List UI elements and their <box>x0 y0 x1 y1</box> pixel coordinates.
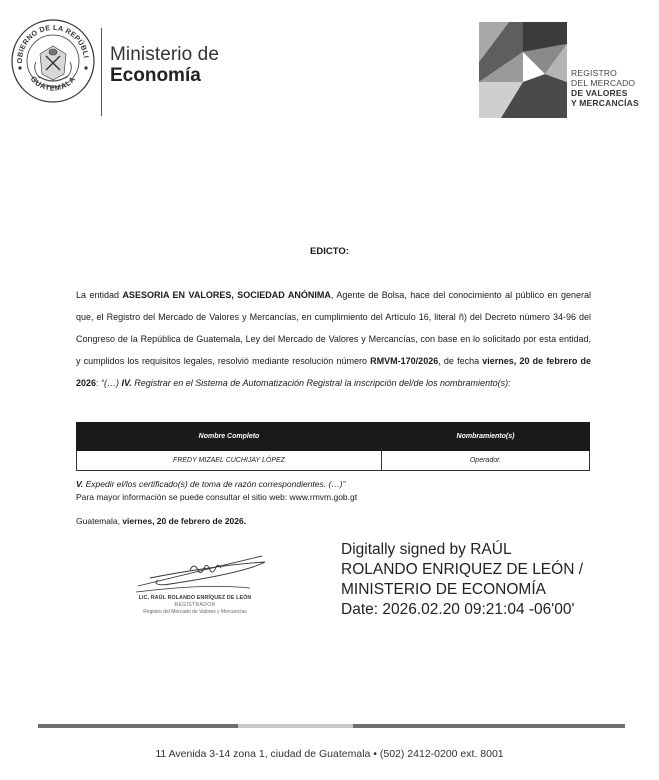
ministry-line2: Economía <box>110 65 201 86</box>
table-header-row <box>77 423 590 451</box>
p1-text-a: La entidad <box>76 290 123 300</box>
digital-signature-line2: ROLANDO ENRIQUEZ DE LEÓN / <box>341 561 584 578</box>
footer-divider <box>38 724 625 728</box>
ministry-name <box>110 44 219 87</box>
expedir-line <box>76 479 345 489</box>
registry-line2: DEL MERCADO <box>571 78 636 88</box>
cell-appointment: Operador. <box>382 451 590 471</box>
quote-text: Registrar en el Sistema de Automatización Registral la inscripción del/de los nombramiento(s): <box>131 378 511 388</box>
p1-text-d: : <box>96 378 102 388</box>
footer-address: 11 Avenida 3-14 zona 1, ciudad de Guatemala • (502) 2412-0200 ext. 8001 <box>155 748 504 760</box>
resolution-date: viernes, 20 de febrero de 2026 <box>76 356 591 388</box>
column-header-appointment: Nombramiento(s) <box>382 423 590 451</box>
quote-open: “(…) <box>101 378 122 388</box>
signatory-role: REGISTRADOR <box>174 602 216 608</box>
handwritten-signature <box>130 548 270 598</box>
info-line: Para mayor información se puede consultar el sitio web: www.rmvm.gob.gt <box>76 492 358 502</box>
registry-line4: Y MERCANCÍAS <box>571 98 639 108</box>
digital-signature-block <box>341 540 583 620</box>
guatemala-seal-logo <box>10 18 96 104</box>
date-bold: viernes, 20 de febrero de 2026. <box>122 516 247 526</box>
appointments-table <box>76 422 590 471</box>
quote-iv: IV. <box>121 378 132 388</box>
column-header-name: Nombre Completo <box>77 423 382 451</box>
rmvm-logo <box>479 22 567 118</box>
ministry-line1: Ministerio de <box>110 44 220 65</box>
edicto-title: EDICTO: <box>310 246 349 257</box>
seal-text-bottom: GUATEMALA <box>28 74 78 93</box>
signatory-name: LIC. RAÚL ROLANDO ENRÍQUEZ DE LEÓN <box>138 595 252 601</box>
header-divider <box>101 28 102 116</box>
entity-name: ASESORIA EN VALORES, SOCIEDAD ANÓNIMA <box>122 290 331 300</box>
digital-signature-line3: MINISTERIO DE ECONOMÍA <box>341 581 546 598</box>
date-prefix: Guatemala, <box>76 516 123 526</box>
v-text: Expedir el/los certificado(s) de toma de razón correspondientes. (…)” <box>83 479 346 489</box>
edicto-paragraph <box>76 284 591 394</box>
signatory-organization: Registro del Mercado de Valores y Mercancías <box>143 609 247 615</box>
closing-date <box>76 516 246 526</box>
seal-text-top: OBIERNO DE LA REPÚBLI <box>14 22 91 64</box>
registry-line1: REGISTRO <box>571 68 617 78</box>
digital-signature-date: Date: 2026.02.20 09:21:04 -06'00' <box>341 601 575 618</box>
table-row <box>77 451 590 471</box>
cell-full-name: FREDY MIZAEL CUCHIJAY LÓPEZ <box>77 451 382 471</box>
registry-name <box>571 68 639 108</box>
registry-line3: DE VALORES <box>571 88 628 98</box>
v-label: V. <box>76 479 84 489</box>
footer-divider-highlight <box>238 724 353 728</box>
p1-text-c: , de fecha <box>438 356 483 366</box>
digital-signature-line1: Digitally signed by RAÚL <box>341 541 512 558</box>
p1-text-b: , Agente de Bolsa, hace del conocimiento al público en general que, el Registro del Mercado de Valores y Mercancías, en cumplimiento del Artículo 16, literal ñ) del Decreto número 34-96 del Congreso de la República de Guatemala, Ley del Mercado de Valores y Mercancías, con base en lo solicitado por esta entidad, y cumplidos los requisitos legales, resolvió mediante resolución número <box>76 290 592 366</box>
resolution-number: RMVM-170/2026 <box>370 356 439 366</box>
